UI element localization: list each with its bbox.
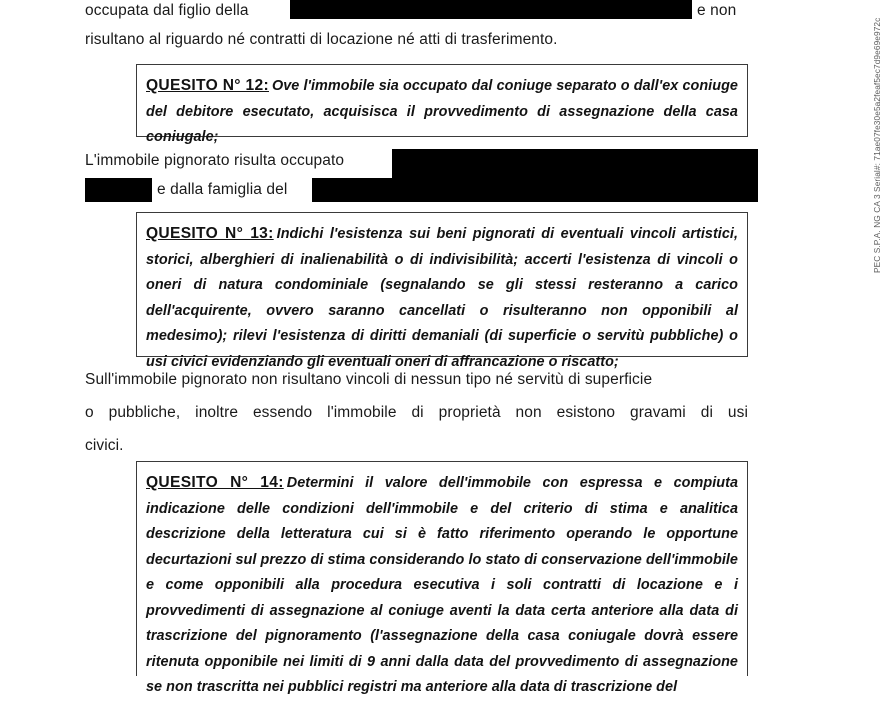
paragraph-2-line-1: L'immobile pignorato risulta occupato xyxy=(85,152,345,169)
quesito-14-label: QUESITO N° 14: xyxy=(146,474,284,491)
quesito-13-line-4: dell'acquirente, ovvero saranno cancellati o risulteranno non opponibili al xyxy=(146,302,738,319)
paragraph-3-line-1: Sull'immobile pignorato non risultano vincoli di nessun tipo né servitù di superficie xyxy=(85,371,653,388)
quesito-14-text xyxy=(146,470,738,701)
quesito-13-line-3: oneri di natura condominiale (segnalando se gli stessi resteranno a carico xyxy=(146,277,738,293)
quesito-12-box xyxy=(136,64,748,145)
redaction-bar-4 xyxy=(312,178,394,202)
paragraph-1-line-1-start: occupata dal figlio della xyxy=(85,2,249,19)
redaction-bar-2 xyxy=(392,149,758,202)
quesito-14-line-2: indicazione delle condizioni dell'immobile e del criterio di stima e analitica xyxy=(146,500,738,517)
quesito-14-line-3: descrizione della letteratura cui si è fatto riferimento operando le opportune xyxy=(146,526,738,542)
paragraph-3-line-3: civici. xyxy=(85,437,124,454)
quesito-12-text xyxy=(146,73,738,151)
quesito-13-line-6: usi civici evidenziando gli eventuali oneri di affrancazione o riscatto; xyxy=(146,353,619,370)
quesito-12-line-3: casa coniugale; xyxy=(146,103,738,145)
quesito-12-line-2: coniuge del debitore esecutato, acquisisca il provvedimento di assegnazione della xyxy=(146,78,738,120)
paragraph-2-line-2: e dalla famiglia del xyxy=(157,181,288,198)
quesito-14-box xyxy=(136,461,748,695)
margin-signature-stamp: PEC S.P.A. NG CA 3 Serial#: 71ae07fe30e5a2feaf5ec7d9e69e972c xyxy=(872,17,882,273)
paragraph-1-line-2: risultano al riguardo né contratti di locazione né atti di trasferimento. xyxy=(85,31,558,48)
paragraph-3-line-2: o pubbliche, inoltre essendo l'immobile di proprietà non esistono gravami di usi xyxy=(85,404,748,421)
quesito-13-line-2: storici, alberghieri di inalienabilità o di indivisibilità; accerti l'esistenza di vincoli o xyxy=(146,251,738,268)
quesito-13-box xyxy=(136,212,748,370)
quesito-12-label: QUESITO N° 12: xyxy=(146,77,269,94)
quesito-13-label: QUESITO N° 13: xyxy=(146,225,274,242)
redaction-bar-3 xyxy=(85,178,152,202)
quesito-13-text xyxy=(146,221,738,375)
quesito-14-line-7: di trascrizione del pignoramento (l'assegnazione della casa coniugale dovrà essere xyxy=(146,602,738,644)
quesito-14-line-9: se non trascritta nei pubblici registri ma anteriore alla data di trascrizione del xyxy=(146,679,678,695)
quesito-12-line-1: Ove l'immobile sia occupato dal coniuge separato o dall'ex xyxy=(271,78,679,94)
paragraph-1-line-1-end: e non xyxy=(697,2,737,19)
quesito-14-line-1: Determini il valore dell'immobile con espressa e compiuta xyxy=(286,475,738,491)
quesito-14-line-4: decurtazioni sul prezzo di stima considerando lo stato di conservazione xyxy=(146,551,642,568)
redaction-bar-1 xyxy=(290,0,692,19)
quesito-13-line-1: Indichi l'esistenza sui beni pignorati di eventuali vincoli artistici, xyxy=(276,226,738,242)
quesito-14-line-8: ritenuta opponibile nei limiti di 9 anni dalla data del provvedimento di assegnazione xyxy=(146,653,738,670)
quesito-13-line-5: medesimo); rilevi l'esistenza di diritti demaniali (di superficie o servitù pubbliche) o xyxy=(146,328,738,344)
quesito-14-line-5: dell'immobile e come opponibili alla procedura esecutiva i soli contratti di locazione xyxy=(146,551,738,593)
quesito-14-line-6: e i provvedimenti di assegnazione al coniuge aventi la data certa anteriore alla data xyxy=(146,577,738,619)
